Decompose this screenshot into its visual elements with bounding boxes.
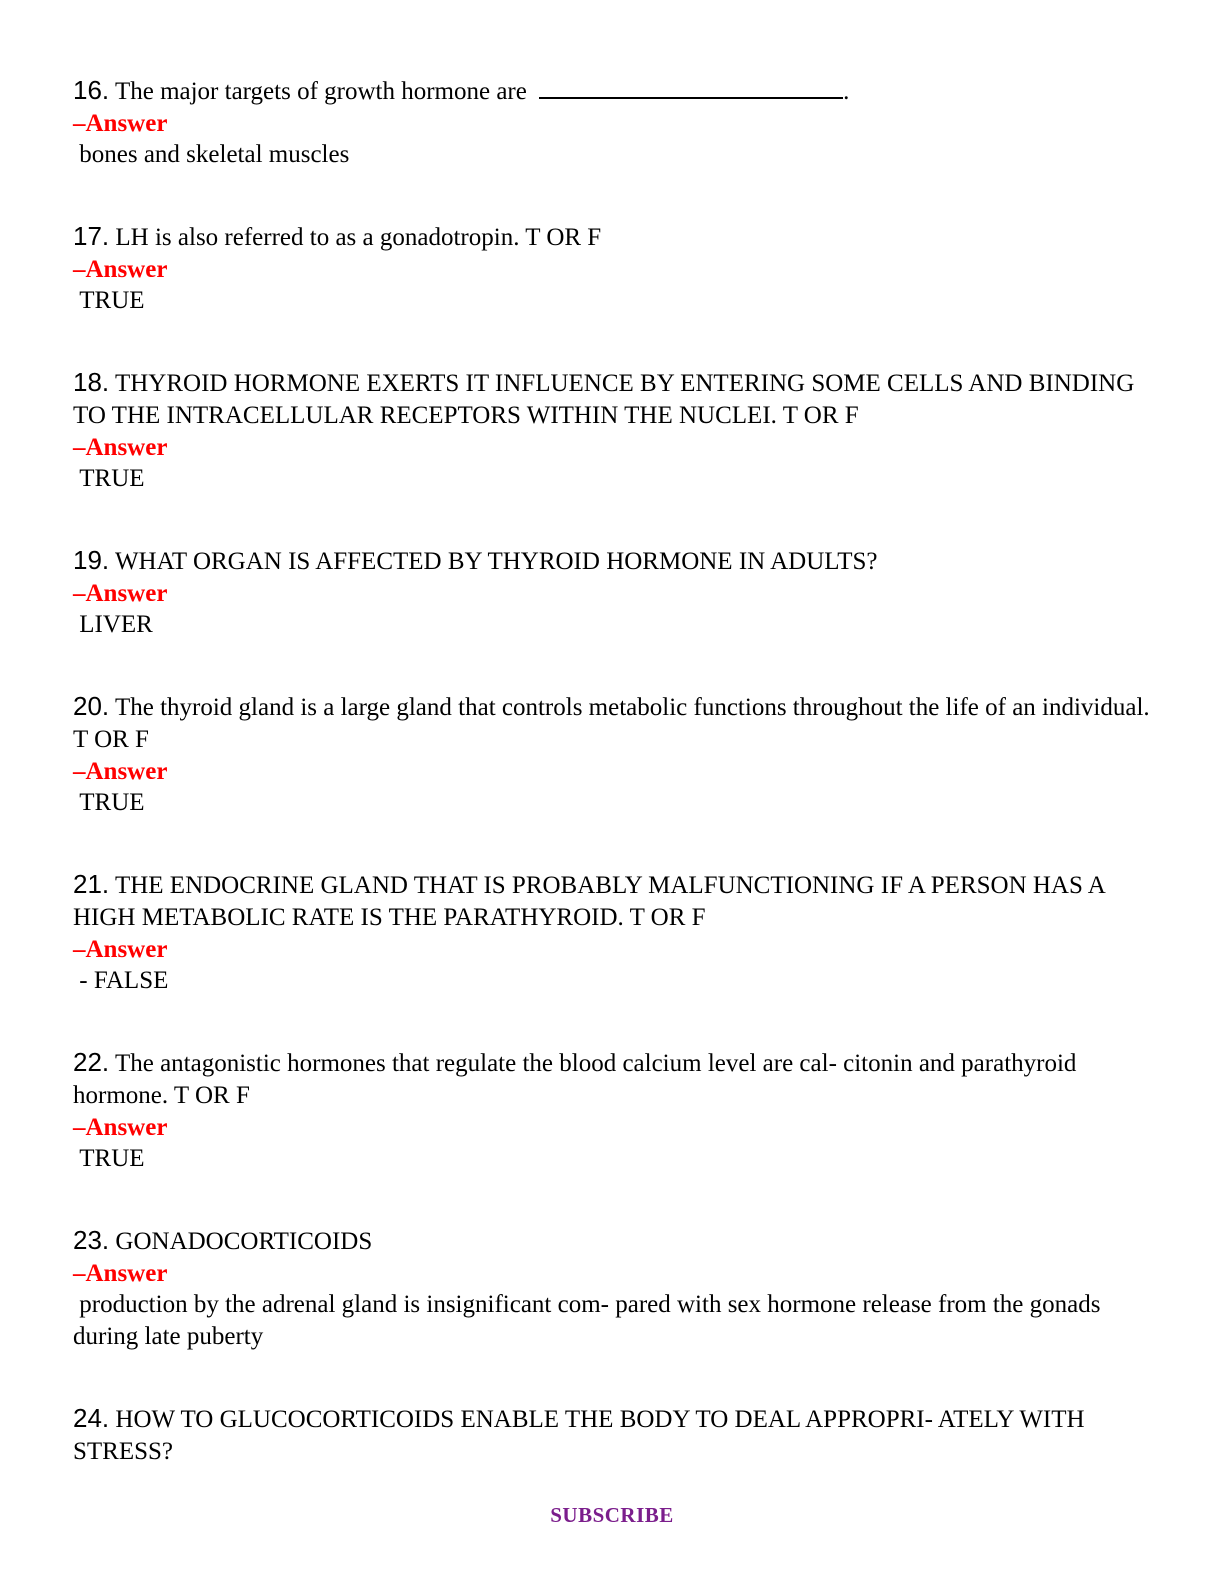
question-body: THYROID HORMONE EXERTS IT INFLUENCE BY ENTERING SOME CELLS AND BINDING TO THE INTRACELLULAR RECEPTORS WITHIN THE NUCLEI. T OR F [73,370,1141,429]
answer-label: –Answer [73,1260,168,1287]
question-text [73,220,1153,254]
question-number: 24. [73,1403,110,1433]
question-17 [73,220,1153,317]
question-number: 19. [73,545,110,575]
answer-label: –Answer [73,110,168,137]
question-text [73,1402,1153,1468]
question-body: WHAT ORGAN IS AFFECTED BY THYROID HORMONE IN ADULTS? [109,548,878,575]
question-text [73,544,1153,578]
answer-text: TRUE [73,789,145,816]
question-22 [73,1046,1153,1175]
question-body: The antagonistic hormones that regulate the blood calcium level are cal- citonin and parathyroid hormone. T OR F [73,1050,1083,1109]
answer-text: - FALSE [73,967,169,994]
question-text [73,1046,1153,1112]
answer-text: bones and skeletal muscles [73,141,350,168]
question-body: The thyroid gland is a large gland that controls metabolic functions throughout the life of an individual. T OR F [73,694,1156,753]
answer-label: –Answer [73,434,168,461]
question-number: 17. [73,221,110,251]
document-page [73,74,1156,1468]
question-24 [73,1402,1153,1468]
question-text [73,690,1156,756]
question-body: The major targets of growth hormone are [109,78,534,105]
answer-label: –Answer [73,1114,168,1141]
question-body: HOW TO GLUCOCORTICOIDS ENABLE THE BODY TO DEAL APPROPRI- ATELY WITH STRESS? [73,1406,1091,1465]
question-text [73,366,1153,432]
answer-label: –Answer [73,936,168,963]
question-18 [73,366,1153,495]
answer-text: LIVER [73,611,153,638]
subscribe-link[interactable]: SUBSCRIBE [550,1503,674,1527]
answer-label: –Answer [73,758,168,785]
answer-text: TRUE [73,1145,145,1172]
question-number: 21. [73,869,110,899]
question-body: GONADOCORTICOIDS [109,1228,373,1255]
answer-text: production by the adrenal gland is insignificant com- pared with sex hormone release from the gonads during late puberty [73,1291,1107,1350]
answer-label: –Answer [73,580,168,607]
answer-label: –Answer [73,256,168,283]
question-16 [73,74,1153,171]
question-21 [73,868,1153,997]
question-20 [73,690,1156,819]
answer-text: TRUE [73,465,145,492]
question-number: 18. [73,367,110,397]
question-body: THE ENDOCRINE GLAND THAT IS PROBABLY MALFUNCTIONING IF A PERSON HAS A HIGH METABOLIC RATE IS THE PARATHYROID. T OR F [73,872,1111,931]
fill-in-blank [539,75,843,99]
question-text [73,1224,1153,1258]
answer-text: TRUE [73,287,145,314]
question-23 [73,1224,1153,1353]
question-number: 23. [73,1225,110,1255]
question-number: 16. [73,75,110,105]
question-text [73,868,1153,934]
question-19 [73,544,1153,641]
question-number: 22. [73,1047,110,1077]
question-text [73,74,1153,108]
question-number: 20. [73,691,110,721]
question-suffix: . [843,78,850,105]
question-body: LH is also referred to as a gonadotropin. T OR F [109,224,602,251]
